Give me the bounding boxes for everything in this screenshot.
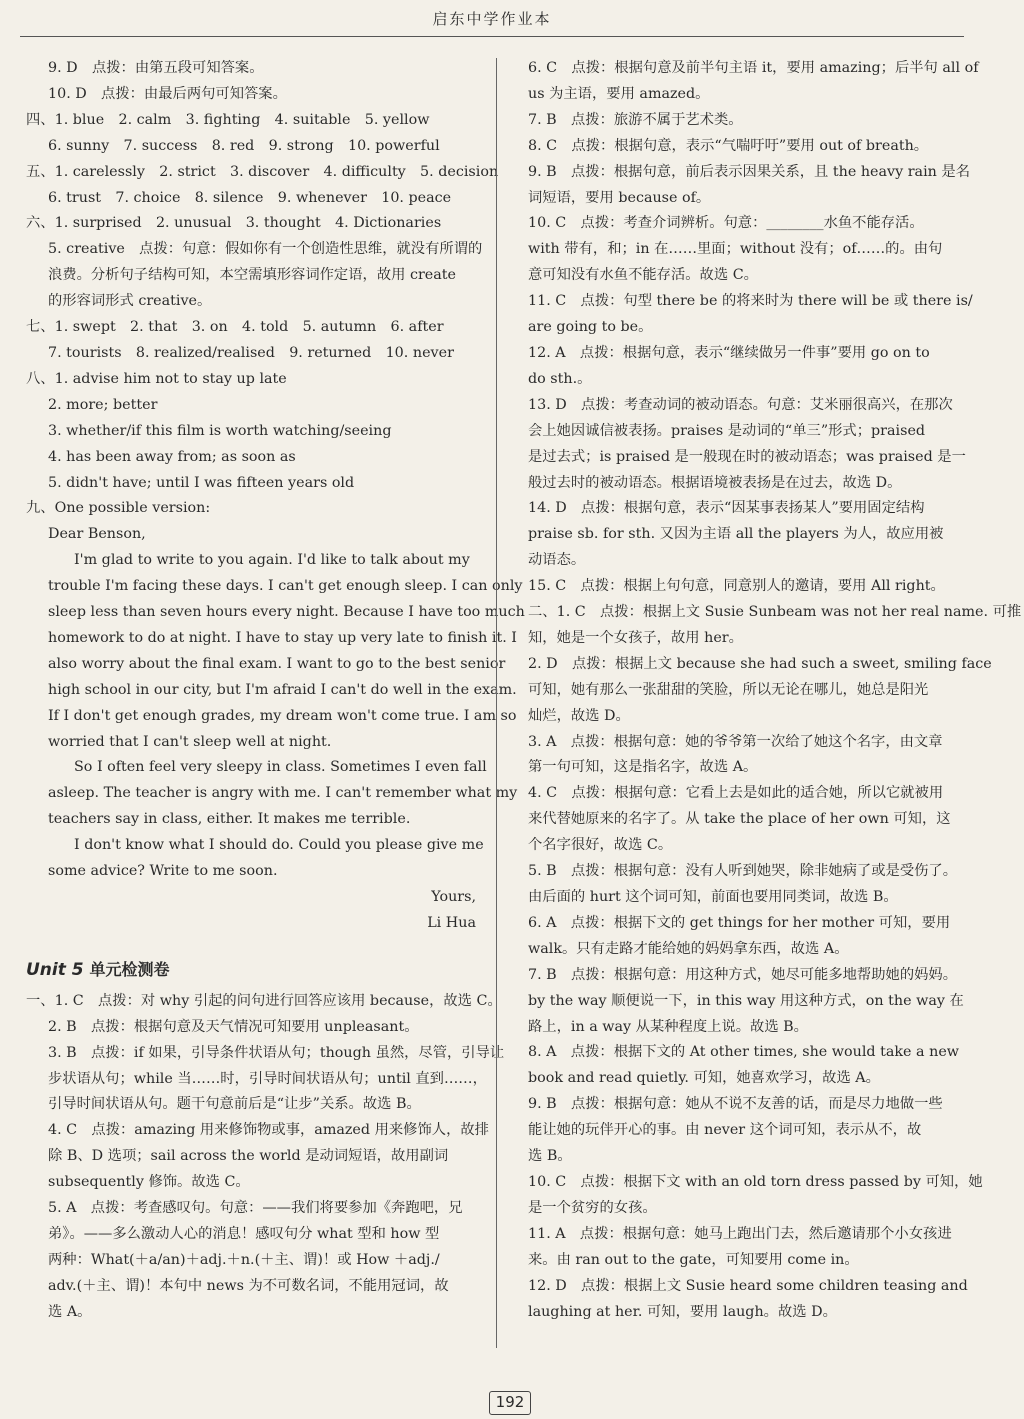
text-line: with 带有，和；in 在……里面；without 没有；of……的。由句 xyxy=(528,241,943,258)
text-line: 意可知没有水鱼不能存活。故选 C。 xyxy=(528,267,758,284)
header-title: 启东中学作业本 xyxy=(432,10,552,28)
text-line: 5. A 点拨：考查感叹句。句意：——我们将要参加《奔跑吧，兄 xyxy=(48,1200,463,1217)
text-line: 3. whether/if this film is worth watching/seeing xyxy=(48,422,392,439)
text-line: I don't know what I should do. Could you please give me xyxy=(74,837,484,854)
column-divider xyxy=(496,58,497,1348)
text-line: 能让她的玩伴开心的事。由 never 这个词可知，表示从不，故 xyxy=(528,1122,922,1139)
text-line: 般过去时的被动语态。根据语境被表扬是在过去，故选 D。 xyxy=(528,474,902,491)
text-line: So I often feel very sleepy in class. Sometimes I even fall xyxy=(74,759,487,776)
text-line: If I don't get enough grades, my dream won't come true. I am so xyxy=(48,707,517,724)
text-line: 13. D 点拨：考查动词的被动语态。句意：艾米丽很高兴，在那次 xyxy=(528,396,953,413)
text-line: 可知，她有那么一张甜甜的笑脸，所以无论在哪儿，她总是阳光 xyxy=(528,681,929,698)
text-line: 来代替她原来的名字了。从 take the place of her own 可知，这 xyxy=(528,811,951,828)
text-line: by the way 顺便说一下，in this way 用这种方式，on the way 在 xyxy=(528,992,964,1009)
left-answers-bottom xyxy=(26,989,505,1326)
text-line: 六、1. surprised 2. unusual 3. thought 4. Dictionaries xyxy=(26,215,442,232)
text-line: us 为主语，要用 amazed。 xyxy=(528,85,710,102)
text-line: 10. C 点拨：根据下文 with an old torn dress passed by 可知，她 xyxy=(528,1173,983,1190)
text-line: 知，她是一个女孩子，故用 her。 xyxy=(528,629,743,646)
text-line: 9. B 点拨：根据句意，前后表示因果关系，且 the heavy rain 是名 xyxy=(528,163,971,180)
text-line: subsequently 修饰。故选 C。 xyxy=(48,1174,250,1191)
text-line: walk。只有走路才能给她的妈妈拿东西，故选 A。 xyxy=(528,940,849,957)
text-line: 4. C 点拨：根据句意：它看上去是如此的适合她，所以它就被用 xyxy=(528,785,944,802)
text-line: 引导时间状语从句。题干句意前后是“让步”关系。故选 B。 xyxy=(48,1096,421,1113)
text-line: 是一个贫穷的女孩。 xyxy=(528,1199,657,1216)
text-line: 7. tourists 8. realized/realised 9. returned 10. never xyxy=(48,344,454,361)
unit-title-cn: 单元检测卷 xyxy=(89,959,170,979)
text-line: 8. A 点拨：根据下文的 At other times, she would take a new xyxy=(528,1044,960,1061)
text-line: 7. B 点拨：根据句意：用这种方式，她尽可能多地帮助她的妈妈。 xyxy=(528,966,958,983)
text-line: teachers say in class, either. It makes me terrible. xyxy=(48,811,411,828)
text-line: 动语态。 xyxy=(528,552,586,569)
text-line: 灿烂，故选 D。 xyxy=(528,707,630,724)
text-line: 9. B 点拨：根据句意：她从不说不友善的话，而是尽力地做一些 xyxy=(528,1096,943,1113)
text-line: 11. A 点拨：根据句意：她马上跑出门去，然后邀请那个小女孩进 xyxy=(528,1225,952,1242)
text-line: 7. B 点拨：旅游不属于艺术类。 xyxy=(528,111,743,128)
text-line: 一、1. C 点拨：对 why 引起的问句进行回答应该用 because，故选 C。 xyxy=(26,992,502,1009)
text-line: 10. C 点拨：考查介词辨析。句意：________水鱼不能存活。 xyxy=(528,215,924,232)
text-line: 5. didn't have; until I was fifteen years old xyxy=(48,474,355,491)
text-line: 6. sunny 7. success 8. red 9. strong 10. powerful xyxy=(48,137,440,154)
text-line: 6. trust 7. choice 8. silence 9. whenever 10. peace xyxy=(48,189,452,206)
text-line: 14. D 点拨：根据句意，表示“因某事表扬某人”要用固定结构 xyxy=(528,500,925,517)
text-line: 3. B 点拨：if 如果，引导条件状语从句；though 虽然，尽管，引导让 xyxy=(48,1044,505,1061)
text-line: 6. C 点拨：根据句意及前半句主语 it，要用 amazing；后半句 all of xyxy=(528,60,979,76)
text-line: 由后面的 hurt 这个词可知，前面也要用同类词，故选 B。 xyxy=(528,889,898,905)
text-line: 2. B 点拨：根据句意及天气情况可知要用 unpleasant。 xyxy=(48,1018,419,1035)
text-line: 浪费。分析句子结构可知，本空需填形容词作定语，故用 create xyxy=(48,267,456,284)
left-column xyxy=(26,56,525,1326)
text-line: 会上她因诚信被表扬。praises 是动词的“单三”形式；praised xyxy=(528,422,926,439)
text-line: 15. C 点拨：根据上句句意，同意别人的邀请，要用 All right。 xyxy=(528,578,945,595)
text-line: 八、1. advise him not to stay up late xyxy=(26,370,287,387)
text-line: laughing at her. 可知，要用 laugh。故选 D。 xyxy=(528,1303,837,1320)
text-line: 4. C 点拨：amazing 用来修饰物或事，amazed 用来修饰人，故排 xyxy=(48,1122,489,1139)
text-line: high school in our city, but I'm afraid I can't do well in the exam. xyxy=(48,681,517,698)
text-line: 五、1. carelessly 2. strict 3. discover 4. difficulty 5. decision xyxy=(26,163,499,180)
text-line: 8. C 点拨：根据句意，表示“气喘吁吁”要用 out of breath。 xyxy=(528,137,929,154)
text-line: 第一句可知，这是指名字，故选 A。 xyxy=(528,759,758,776)
text-line: trouble I'm facing these days. I can't get enough sleep. I can only xyxy=(48,578,523,595)
page-number: 192 xyxy=(489,1391,531,1415)
text-line: 9. D 点拨：由第五段可知答案。 xyxy=(48,60,264,76)
text-line: 3. A 点拨：根据句意：她的爷爷第一次给了她这个名字，由文章 xyxy=(528,733,943,750)
text-line: 弟》。——多么激动人心的消息！感叹句分 what 型和 how 型 xyxy=(48,1225,440,1242)
text-line: Dear Benson, xyxy=(48,526,146,543)
text-line: worried that I can't sleep well at night. xyxy=(48,733,332,750)
text-line: 的形容词形式 creative。 xyxy=(48,293,212,310)
text-line: 四、1. blue 2. calm 3. fighting 4. suitable 5. yellow xyxy=(26,111,430,128)
text-line: 是过去式；is praised 是一般现在时的被动语态；was praised 是一 xyxy=(528,448,966,465)
text-line: 6. A 点拨：根据下文的 get things for her mother 可知，要用 xyxy=(528,914,951,931)
text-line: praise sb. for sth. 又因为主语 all the players 为人，故应用被 xyxy=(528,526,944,543)
unit-title xyxy=(26,955,482,985)
text-line: 步状语从句；while 当……时，引导时间状语从句；until 直到……， xyxy=(48,1070,487,1087)
unit-title-en: Unit 5 xyxy=(26,959,90,980)
text-line: some advice? Write to me soon. xyxy=(48,863,278,880)
text-line: 5. creative 点拨：句意：假如你有一个创造性思维，就没有所谓的 xyxy=(48,241,483,258)
text-line: 个名字很好，故选 C。 xyxy=(528,837,673,854)
text-line: 词短语，要用 because of。 xyxy=(528,189,711,206)
text-line: 七、1. swept 2. that 3. on 4. told 5. autumn 6. after xyxy=(26,319,444,336)
text-line: 10. D 点拨：由最后两句可知答案。 xyxy=(48,85,287,102)
text-line: book and read quietly. 可知，她喜欢学习，故选 A。 xyxy=(528,1070,880,1087)
text-line: 选 A。 xyxy=(48,1303,92,1320)
text-line: adv.(＋主、谓)！本句中 news 为不可数名词，不能用冠词，故 xyxy=(48,1277,449,1294)
text-line: 2. more; better xyxy=(48,396,158,413)
text-line: 除 B、D 选项；sail across the world 是动词短语，故用副词 xyxy=(48,1148,449,1165)
text-line: 两种：What(＋a/an)＋adj.＋n.(＋主、谓)！或 How ＋adj./ xyxy=(48,1251,440,1268)
text-line: 12. A 点拨：根据句意，表示“继续做另一件事”要用 go on to xyxy=(528,344,930,361)
letter-signature: Li Hua xyxy=(427,914,476,931)
text-line: 二、1. C 点拨：根据上文 Susie Sunbeam was not her real name. 可推 xyxy=(528,604,1022,621)
text-line: 2. D 点拨：根据上文 because she had such a sweet, smiling face xyxy=(528,655,992,672)
text-line: also worry about the final exam. I want to go to the best senior xyxy=(48,655,506,672)
right-column xyxy=(528,56,1022,1325)
text-line: 12. D 点拨：根据上文 Susie heard some children teasing and xyxy=(528,1277,968,1294)
left-answers-top xyxy=(26,56,525,885)
text-line: 九、One possible version: xyxy=(26,500,211,517)
text-line: are going to be。 xyxy=(528,319,653,336)
text-line: 11. C 点拨：句型 there be 的将来时为 there will be 或 there is/ xyxy=(528,293,973,310)
letter-closing: Yours, xyxy=(431,889,476,905)
text-line: sleep less than seven hours every night. Because I have too much xyxy=(48,604,525,621)
text-line: 5. B 点拨：根据句意：没有人听到她哭，除非她病了或是受伤了。 xyxy=(528,863,958,880)
text-line: 4. has been away from; as soon as xyxy=(48,448,296,465)
page-header xyxy=(20,0,964,37)
text-line: 选 B。 xyxy=(528,1148,572,1165)
text-line: I'm glad to write to you again. I'd like to talk about my xyxy=(74,552,470,569)
text-line: homework to do at night. I have to stay up very late to finish it. I xyxy=(48,629,517,646)
text-line: 路上，in a way 从某种程度上说。故选 B。 xyxy=(528,1018,808,1035)
right-answers xyxy=(528,56,1022,1325)
text-line: do sth.。 xyxy=(528,370,592,387)
text-line: 来。由 ran out to the gate，可知要用 come in。 xyxy=(528,1251,859,1268)
text-line: asleep. The teacher is angry with me. I can't remember what my xyxy=(48,785,518,802)
